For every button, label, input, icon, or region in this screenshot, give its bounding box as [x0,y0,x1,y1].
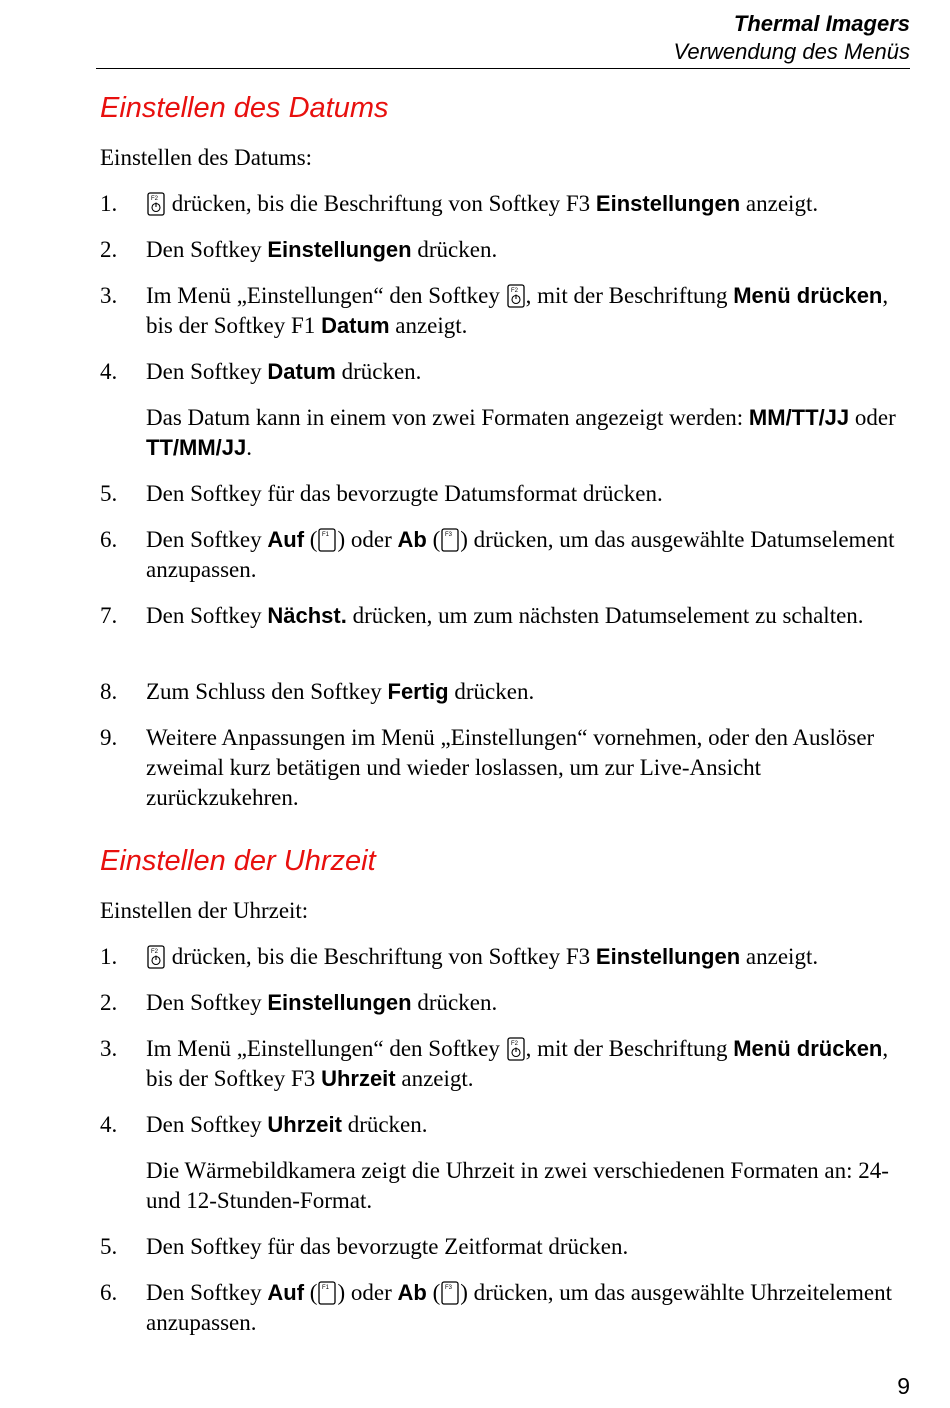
f2-power-key-icon [147,192,165,216]
section-intro-time: Einstellen der Uhrzeit: [100,898,309,923]
time-step-3: 3. Im Menü „Einstellungen“ den Softkey , mit der Beschriftung Menü drücken, bis der Softkey F3 Uhrzeit anzeigt. [100,1036,889,1091]
date-step-3: 3. Im Menü „Einstellungen“ den Softkey , mit der Beschriftung Menü drücken, bis der Softkey F1 Datum anzeigt. [100,283,889,338]
header-subtitle: Verwendung des Menüs [673,39,910,64]
step-number: 1. [100,944,118,969]
step-number: 3. [100,283,118,308]
date-step-5: 5. Den Softkey für das bevorzugte Datumsformat drücken. [100,479,910,509]
step-number: 1. [100,191,118,216]
f2-power-key-icon [147,945,165,969]
step-number: 4. [100,1112,118,1137]
date-step-8: 8. Zum Schluss den Softkey Fertig drücken. [100,677,910,707]
time-step-4: 4. Den Softkey Uhrzeit drücken. [100,1110,910,1140]
step-number: 2. [100,990,118,1015]
date-step-2: 2. Den Softkey Einstellungen drücken. [100,235,910,265]
step-number: 7. [100,603,118,628]
step-number: 9. [100,725,118,750]
f1-key-icon [318,528,336,552]
f3-key-icon [441,1281,459,1305]
date-step-1: 1. drücken, bis die Beschriftung von Softkey F3 Einstellungen anzeigt. [100,189,910,219]
step-number: 8. [100,679,118,704]
time-step-2: 2. Den Softkey Einstellungen drücken. [100,988,910,1018]
time-step-6: 6. Den Softkey Auf ( ) oder Ab ( ) drücken, um das ausgewählte Uhrzeitelement anzupassen. [100,1280,892,1335]
time-step-5: 5. Den Softkey für das bevorzugte Zeitformat drücken. [100,1232,910,1262]
step-number: 5. [100,1234,118,1259]
step-number: 5. [100,481,118,506]
page-number: 9 [897,1373,910,1399]
time-step-1: 1. drücken, bis die Beschriftung von Softkey F3 Einstellungen anzeigt. [100,942,910,972]
header-title: Thermal Imagers [733,11,910,36]
section-heading-time: Einstellen der Uhrzeit [100,845,376,877]
step-number: 6. [100,1280,118,1305]
time-format-note: Die Wärmebildkamera zeigt die Uhrzeit in zwei verschiedenen Formaten an: 24- und 12-Stunden-Format. [146,1158,889,1213]
header-rule [96,68,910,69]
step-number: 2. [100,237,118,262]
step-number: 3. [100,1036,118,1061]
date-step-4: 4. Den Softkey Datum drücken. [100,357,910,387]
date-step-6: 6. Den Softkey Auf ( ) oder Ab ( ) drücken, um das ausgewählte Datumselement anzupassen. [100,527,895,582]
f1-key-icon [318,1281,336,1305]
section-intro-date: Einstellen des Datums: [100,145,313,170]
step-number: 6. [100,527,118,552]
date-format-note: Das Datum kann in einem von zwei Formaten angezeigt werden: MM/TT/JJ oder TT/MM/JJ. [146,405,896,460]
date-step-7: 7. Den Softkey Nächst. drücken, um zum nächsten Datumselement zu schalten. [100,601,910,631]
section-heading-date: Einstellen des Datums [100,92,389,124]
date-step-9: 9. Weitere Anpassungen im Menü „Einstellungen“ vornehmen, oder den Auslöser zweimal kurz betätigen und wieder loslassen, um zur Live-Ansicht zurückzukehren. [100,725,875,810]
f2-power-key-icon [507,284,525,308]
step-number: 4. [100,359,118,384]
f2-power-key-icon [507,1037,525,1061]
f3-key-icon [441,528,459,552]
